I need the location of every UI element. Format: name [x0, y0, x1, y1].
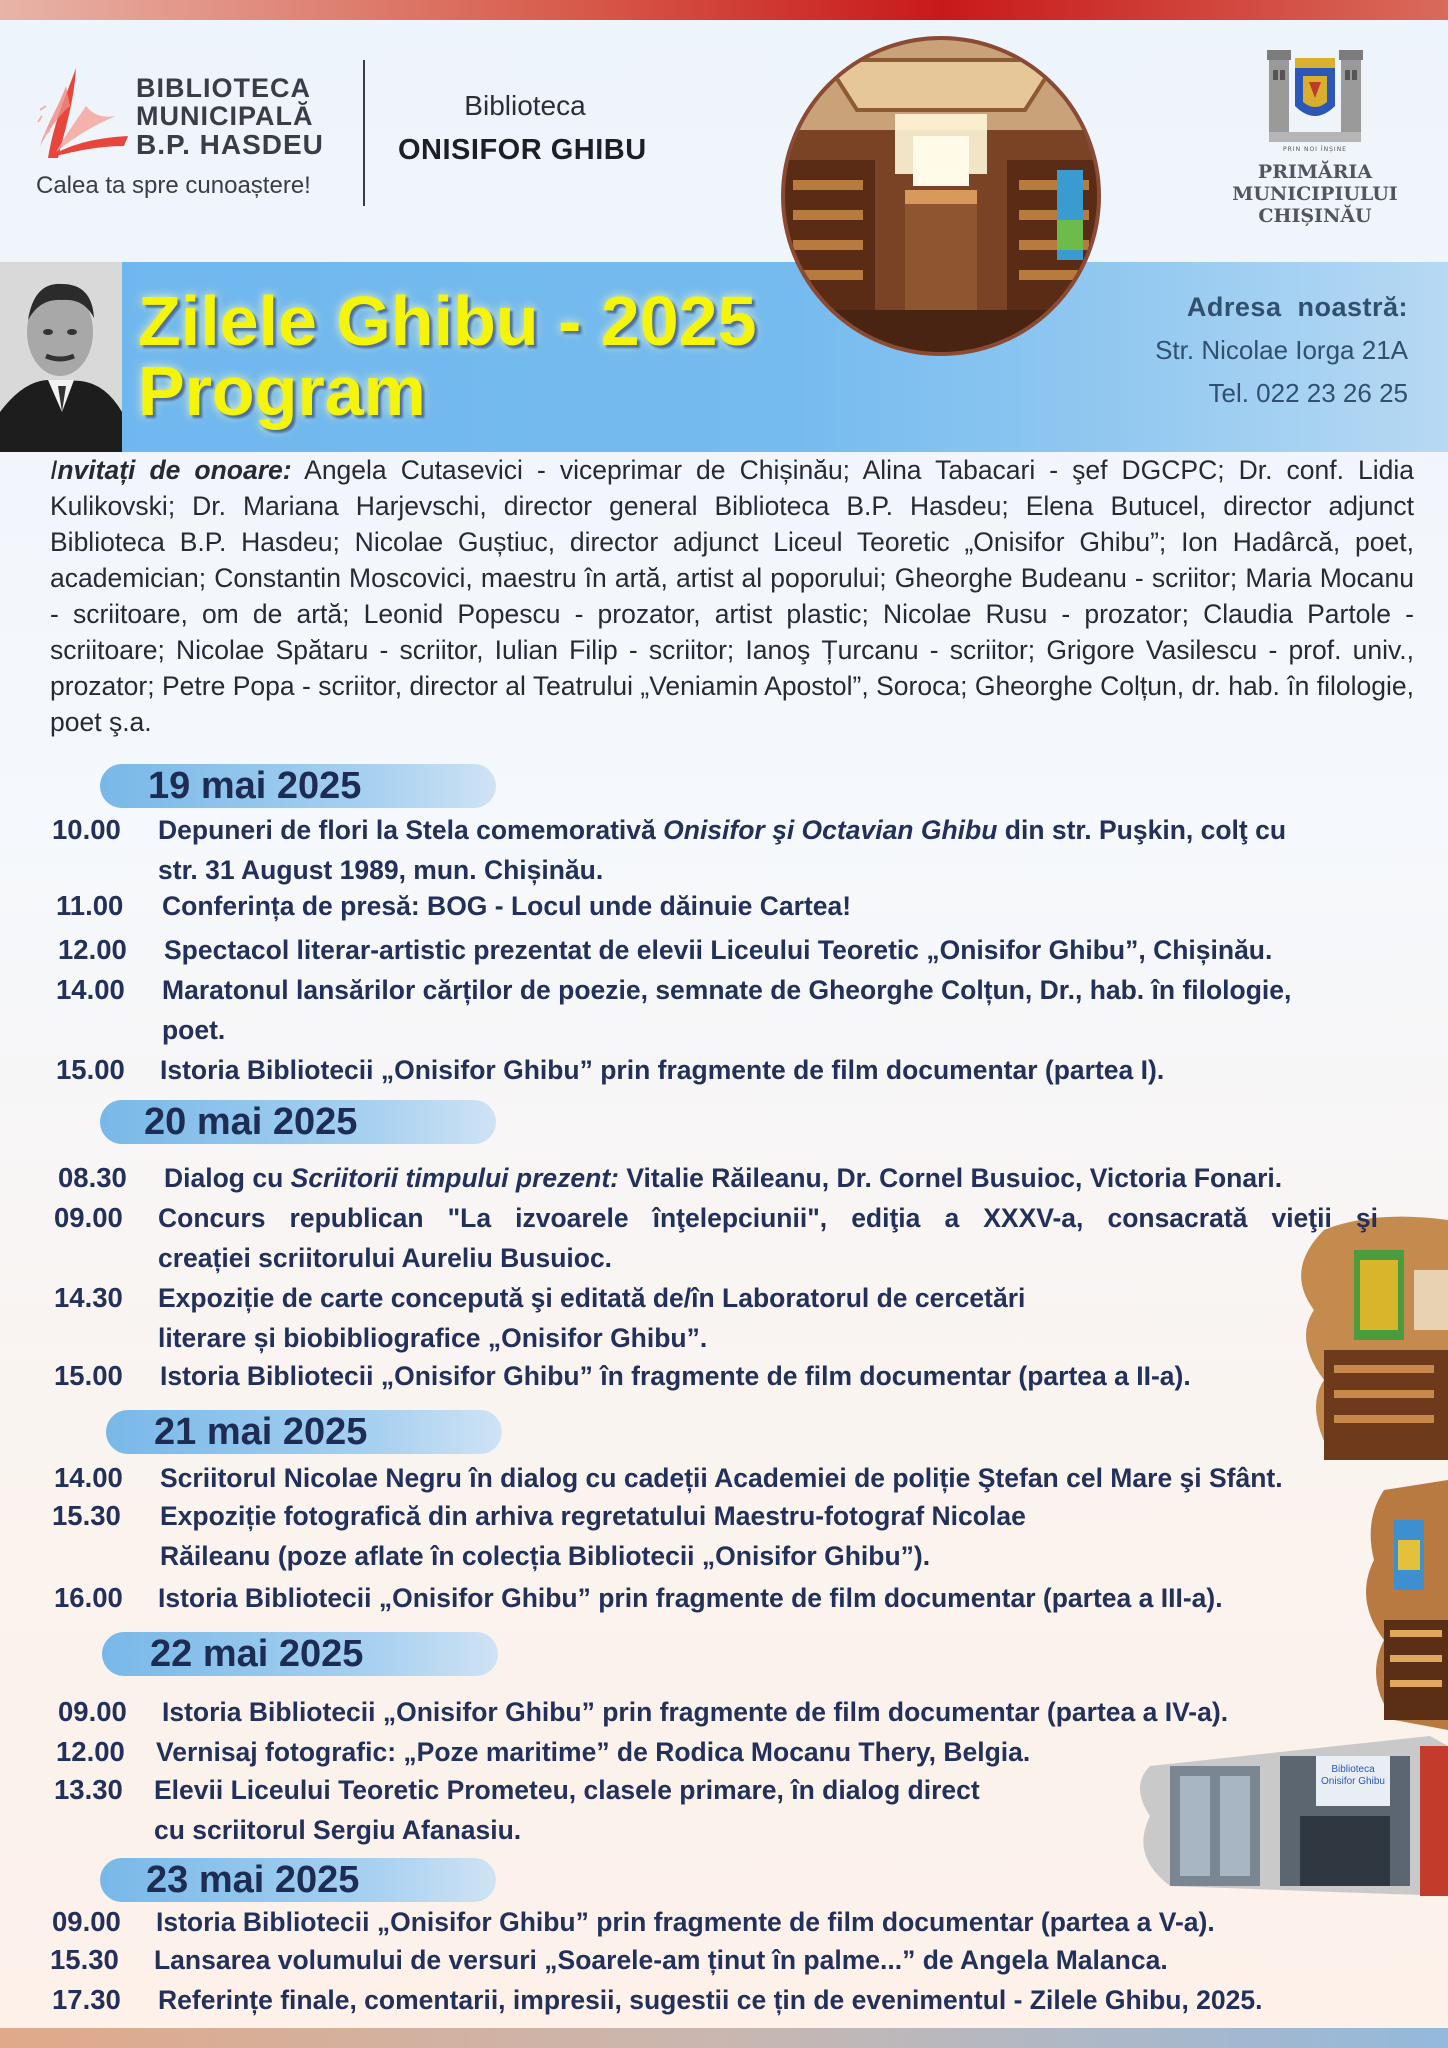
photo-sign-line2: Onisifor Ghibu — [1321, 1776, 1385, 1787]
event-time: 14.30 — [54, 1282, 123, 1313]
event-text: Istoria Bibliotecii „Onisifor Ghibu” în fragmente de film documentar (partea a II-a). — [160, 1361, 1191, 1391]
event-text-line2: literare și biobibliografice „Onisifor Ghibu”. — [158, 1323, 708, 1353]
event-text: Vernisaj fotografic: „Poze maritime” de Rodica Mocanu Thery, Belgia. — [156, 1737, 1031, 1767]
event-text: din str. Puşkin, colţ cu — [997, 815, 1287, 845]
event-text-line2: poet. — [162, 1015, 226, 1045]
hasdeu-logo-line1: BIBLIOTECA — [136, 73, 311, 103]
primaria-motto: PRIN NOI ÎNȘINE — [1283, 146, 1347, 153]
event-text: Depuneri de flori la Stela comemorativă — [158, 815, 664, 845]
event-time: 15.30 — [52, 1500, 121, 1531]
event-time: 08.30 — [58, 1162, 127, 1193]
event-text: Concurs republican "La izvoarele înţelepciunii", ediţia a XXXV-a, consacrată vieţii şi — [158, 1203, 1378, 1233]
primaria-logo — [1210, 46, 1420, 227]
event-time: 14.00 — [54, 1462, 123, 1493]
library-interior-photo — [781, 36, 1101, 356]
event-time: 10.00 — [52, 814, 121, 845]
honored-guests-paragraph — [50, 452, 1414, 740]
guests-list: Angela Cutasevici - viceprimar de Chișinău; Alina Tabacari - şef DGCPC; Dr. conf. Lidia Kulikovski; Dr. Mariana Harjevschi, director general Biblioteca B.P. Hasdeu; Elena Butucel, director adjunct Biblioteca B.P. Hasdeu; Nicolae Guștiuc, director adjunct Liceul Teoretic „Onisifor Ghibu”; Ion Hadârcă, poet, academician; Constantin Moscovici, maestru în artă, artist al poporului; Gheorghe Budeanu - scriitor; Maria Mocanu - scriitoare, om de artă; Leonid Popescu - prozator, artist plastic; Nicolae Rusu - prozator; Claudia Partole - scriitoare; Nicolae Spătaru - scriitor, Iulian Filip - scriitor; Ianoş Țurcanu - scriitor; Grigore Vasilescu - prof. univ., prozator; Petre Popa - scriitor, director al Teatrului „Veniamin Apostol”, Soroca; Gheorghe Colțun, dr. hab. în filologie, poet ş.a. — [50, 455, 1414, 737]
schedule-event — [52, 810, 1432, 890]
day-date: 19 mai 2025 — [148, 765, 362, 807]
schedule-event — [52, 1980, 1432, 2020]
page-title-line1: Zilele Ghibu - 2025 — [138, 282, 757, 360]
event-text-line2: Răileanu (poze aflate în colecția Bibliotecii „Onisifor Ghibu”). — [160, 1541, 931, 1571]
onisifor-logo-line1: Biblioteca — [464, 90, 586, 121]
event-text: Expoziție fotografică din arhiva regretatului Maestru-fotograf Nicolae — [160, 1501, 1026, 1531]
event-text: Dialog cu — [164, 1163, 291, 1193]
schedule-event — [56, 1732, 1436, 1772]
event-time: 12.00 — [58, 934, 127, 965]
event-time: 17.30 — [52, 1984, 121, 2015]
event-text-emphasis: Onisifor şi Octavian Ghibu — [663, 815, 998, 845]
event-time: 09.00 — [54, 1202, 123, 1233]
event-time: 11.00 — [56, 890, 124, 921]
event-time: 15.00 — [56, 1054, 125, 1085]
schedule-event — [54, 1458, 1444, 1498]
schedule-event — [58, 1692, 1438, 1732]
event-text: Maratonul lansărilor cărților de poezie, semnate de Gheorghe Colțun, Dr., hab. în filologie, — [162, 975, 1292, 1005]
event-time: 16.00 — [54, 1582, 123, 1613]
event-text: Conferința de presă: BOG - Locul unde dăinuie Cartea! — [162, 891, 852, 921]
page-title-line2: Program — [138, 352, 426, 430]
day-date: 22 mai 2025 — [150, 1633, 364, 1675]
event-text: Istoria Bibliotecii „Onisifor Ghibu” prin fragmente de film documentar (partea a V-a). — [156, 1907, 1215, 1937]
hasdeu-logo-line3: B.P. HASDEU — [136, 129, 324, 160]
event-text: Vitalie Răileanu, Dr. Cornel Busuioc, Victoria Fonari. — [618, 1163, 1283, 1193]
onisifor-ghibu-portrait — [0, 262, 122, 452]
event-text-line2: cu scriitorul Sergiu Afanasiu. — [154, 1815, 522, 1845]
event-text: Elevii Liceului Teoretic Prometeu, clasele primare, în dialog direct — [154, 1775, 980, 1805]
schedule-event — [50, 1940, 1430, 1980]
event-time: 12.00 — [56, 1736, 125, 1767]
primaria-line1: PRIMĂRIA — [1257, 161, 1373, 183]
guests-label: nvitați de onoare: — [57, 455, 292, 485]
event-text: Referințe finale, comentarii, impresii, sugestii ce țin de evenimentul - Zilele Ghibu, 2025. — [158, 1985, 1263, 2015]
address-block — [1155, 292, 1408, 409]
chisinau-crest-icon — [1265, 46, 1365, 146]
event-time: 09.00 — [58, 1696, 127, 1727]
onisifor-logo-line2: ONISIFOR GHIBU — [398, 134, 647, 166]
schedule-event — [58, 1158, 1438, 1198]
event-text: Spectacol literar-artistic prezentat de elevii Liceului Teoretic „Onisifor Ghibu”, Chișinău. — [164, 935, 1273, 965]
schedule-event — [56, 970, 1436, 1050]
event-time: 13.30 — [54, 1774, 123, 1805]
address-label: Adresa noastră: — [1186, 292, 1408, 322]
top-color-stripe — [0, 0, 1448, 20]
event-text: Scriitorul Nicolae Negru în dialog cu cadeții Academiei de poliție Ştefan cel Mare şi Sfânt. — [160, 1463, 1283, 1493]
day-date: 21 mai 2025 — [154, 1411, 368, 1453]
schedule-event — [56, 1050, 1436, 1090]
bottom-color-stripe — [0, 2028, 1448, 2048]
photo-sign-line1: Biblioteca — [1331, 1764, 1375, 1775]
schedule-event — [58, 930, 1438, 970]
event-time: 15.30 — [50, 1944, 119, 1975]
hasdeu-library-logo — [36, 62, 336, 202]
primaria-line2: MUNICIPIULUI — [1232, 183, 1398, 205]
schedule-event — [52, 1496, 1432, 1576]
day-date: 20 mai 2025 — [144, 1101, 358, 1143]
event-text: Istoria Bibliotecii „Onisifor Ghibu” prin fragmente de film documentar (partea a III-a). — [158, 1583, 1223, 1613]
address-street: Str. Nicolae Iorga 21A — [1155, 335, 1408, 365]
event-text: Expoziție de carte concepută şi editată de/în Laboratorul de cercetări — [158, 1283, 1026, 1313]
hasdeu-flame-icon — [36, 66, 136, 166]
address-phone: Tel. 022 23 26 25 — [1208, 378, 1408, 408]
schedule-event — [54, 1356, 1434, 1396]
day-date: 23 mai 2025 — [146, 1859, 360, 1901]
event-time: 14.00 — [56, 974, 125, 1005]
header-divider — [363, 60, 365, 206]
schedule-event — [54, 1770, 1134, 1850]
event-text: Istoria Bibliotecii „Onisifor Ghibu” prin fragmente de film documentar (partea I). — [160, 1055, 1165, 1085]
event-text: Istoria Bibliotecii „Onisifor Ghibu” prin fragmente de film documentar (partea a IV-a). — [162, 1697, 1229, 1727]
event-time: 15.00 — [54, 1360, 123, 1391]
onisifor-ghibu-logo — [398, 90, 678, 167]
event-text: Lansarea volumului de versuri „Soarele-am ținut în palme...” de Angela Malanca. — [154, 1945, 1168, 1975]
schedule-event — [54, 1278, 1434, 1358]
hasdeu-slogan: Calea ta spre cunoaștere! — [36, 172, 311, 199]
schedule-event — [54, 1198, 1434, 1278]
schedule-event — [56, 886, 1436, 926]
hasdeu-logo-line2: MUNICIPALĂ — [136, 101, 314, 131]
guests-label-initial: I — [50, 455, 58, 485]
event-time: 09.00 — [52, 1906, 121, 1937]
schedule-event — [54, 1578, 1434, 1618]
primaria-line3: CHIȘINĂU — [1258, 205, 1372, 227]
page-title — [138, 282, 757, 430]
event-text-line2: creației scriitorului Aureliu Busuioc. — [158, 1243, 613, 1273]
event-text-emphasis: Scriitorii timpului prezent: — [290, 1163, 619, 1193]
schedule-event — [52, 1902, 1432, 1942]
event-text-line2: str. 31 August 1989, mun. Chișinău. — [158, 855, 604, 885]
